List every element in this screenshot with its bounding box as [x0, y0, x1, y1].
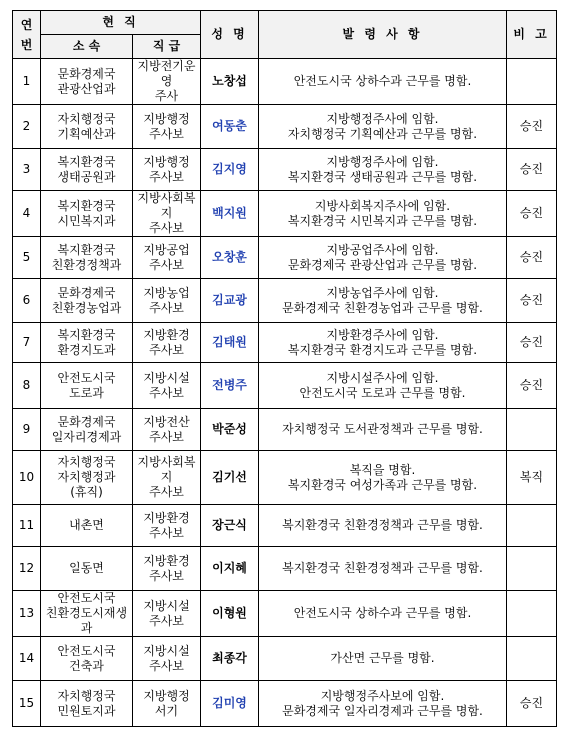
row-order: 안전도시국 상하수과 근무를 명함.	[259, 591, 507, 637]
table-row	[13, 409, 557, 451]
row-remark	[507, 547, 557, 591]
row-department: 자치행정국 민원토지과	[41, 681, 133, 727]
row-grade: 지방행정 서기	[133, 681, 201, 727]
row-grade: 지방환경 주사보	[133, 547, 201, 591]
row-number: 1	[13, 59, 41, 105]
row-number: 3	[13, 149, 41, 191]
serial-header-bottom: 번	[20, 37, 33, 52]
table-row	[13, 591, 557, 637]
row-department: 복지환경국 생태공원과	[41, 149, 133, 191]
row-number: 12	[13, 547, 41, 591]
row-name: 장근식	[201, 505, 259, 547]
row-order: 복지환경국 친환경정책과 근무를 명함.	[259, 505, 507, 547]
row-grade: 지방환경 주사보	[133, 505, 201, 547]
row-number: 11	[13, 505, 41, 547]
table-row	[13, 105, 557, 149]
row-number: 7	[13, 323, 41, 363]
row-department: 복지환경국 환경지도과	[41, 323, 133, 363]
row-remark	[507, 59, 557, 105]
table-row	[13, 637, 557, 681]
row-number: 6	[13, 279, 41, 323]
row-grade: 지방농업 주사보	[133, 279, 201, 323]
row-order: 지방농업주사에 임함. 문화경제국 친환경농업과 근무를 명함.	[259, 279, 507, 323]
row-name: 이형원	[201, 591, 259, 637]
row-number: 10	[13, 451, 41, 505]
row-name: 이지혜	[201, 547, 259, 591]
serial-header	[13, 11, 41, 59]
row-order: 지방행정주사에 임함. 복지환경국 생태공원과 근무를 명함.	[259, 149, 507, 191]
grade-header: 직 급	[133, 35, 201, 59]
row-department: 안전도시국 도로과	[41, 363, 133, 409]
row-order: 지방사회복지주사에 임함. 복지환경국 시민복지과 근무를 명함.	[259, 191, 507, 237]
row-department: 문화경제국 일자리경제과	[41, 409, 133, 451]
row-department: 일동면	[41, 547, 133, 591]
row-remark	[507, 591, 557, 637]
row-number: 8	[13, 363, 41, 409]
row-department: 복지환경국 시민복지과	[41, 191, 133, 237]
row-name: 오창훈	[201, 237, 259, 279]
row-department: 문화경제국 관광산업과	[41, 59, 133, 105]
serial-header-top: 연	[20, 17, 33, 32]
row-remark: 승진	[507, 237, 557, 279]
row-order: 자치행정국 도서관정책과 근무를 명함.	[259, 409, 507, 451]
row-remark: 승진	[507, 149, 557, 191]
table-row	[13, 279, 557, 323]
row-name: 노창섭	[201, 59, 259, 105]
table-row	[13, 505, 557, 547]
row-order: 복직을 명함. 복지환경국 여성가족과 근무를 명함.	[259, 451, 507, 505]
row-name: 김미영	[201, 681, 259, 727]
table-row	[13, 363, 557, 409]
row-name: 백지원	[201, 191, 259, 237]
table-row	[13, 237, 557, 279]
row-grade: 지방전산 주사보	[133, 409, 201, 451]
row-order: 지방환경주사에 임함. 복지환경국 환경지도과 근무를 명함.	[259, 323, 507, 363]
row-grade: 지방전기운영 주사	[133, 59, 201, 105]
row-department: 내촌면	[41, 505, 133, 547]
row-number: 14	[13, 637, 41, 681]
row-remark: 승진	[507, 681, 557, 727]
row-order: 지방행정주사보에 임함. 문화경제국 일자리경제과 근무를 명함.	[259, 681, 507, 727]
table-body	[13, 59, 557, 727]
row-name: 박준성	[201, 409, 259, 451]
table-row	[13, 451, 557, 505]
row-remark: 승진	[507, 323, 557, 363]
row-department: 안전도시국 친환경도시재생과	[41, 591, 133, 637]
row-remark: 승진	[507, 363, 557, 409]
row-number: 15	[13, 681, 41, 727]
row-remark: 승진	[507, 105, 557, 149]
row-order: 가산면 근무를 명함.	[259, 637, 507, 681]
row-order: 복지환경국 친환경정책과 근무를 명함.	[259, 547, 507, 591]
row-grade: 지방시설 주사보	[133, 363, 201, 409]
row-remark: 복직	[507, 451, 557, 505]
row-department: 문화경제국 친환경농업과	[41, 279, 133, 323]
row-name: 김교광	[201, 279, 259, 323]
row-grade: 지방시설 주사보	[133, 591, 201, 637]
row-number: 13	[13, 591, 41, 637]
row-grade: 지방사회복지 주사보	[133, 451, 201, 505]
row-grade: 지방사회복지 주사보	[133, 191, 201, 237]
name-header: 성 명	[201, 11, 259, 59]
row-number: 4	[13, 191, 41, 237]
row-department: 자치행정국 자치행정과 (휴직)	[41, 451, 133, 505]
row-number: 9	[13, 409, 41, 451]
row-number: 2	[13, 105, 41, 149]
row-grade: 지방행정 주사보	[133, 149, 201, 191]
row-number: 5	[13, 237, 41, 279]
row-order: 지방행정주사에 임함. 자치행정국 기획예산과 근무를 명함.	[259, 105, 507, 149]
row-grade: 지방시설 주사보	[133, 637, 201, 681]
row-remark: 승진	[507, 191, 557, 237]
row-grade: 지방행정 주사보	[133, 105, 201, 149]
row-remark	[507, 409, 557, 451]
row-name: 전병주	[201, 363, 259, 409]
row-order: 지방공업주사에 임함. 문화경제국 관광산업과 근무를 명함.	[259, 237, 507, 279]
row-department: 자치행정국 기획예산과	[41, 105, 133, 149]
row-name: 김지영	[201, 149, 259, 191]
row-name: 여동춘	[201, 105, 259, 149]
row-department: 안전도시국 건축과	[41, 637, 133, 681]
table-row	[13, 547, 557, 591]
row-grade: 지방공업 주사보	[133, 237, 201, 279]
row-remark	[507, 505, 557, 547]
order-header: 발 령 사 항	[259, 11, 507, 59]
table-row	[13, 323, 557, 363]
table-row	[13, 191, 557, 237]
row-department: 복지환경국 친환경정책과	[41, 237, 133, 279]
row-remark: 승진	[507, 279, 557, 323]
remarks-header: 비 고	[507, 11, 557, 59]
row-name: 김기선	[201, 451, 259, 505]
row-name: 최종각	[201, 637, 259, 681]
row-name: 김태원	[201, 323, 259, 363]
row-order: 지방시설주사에 임함. 안전도시국 도로과 근무를 명함.	[259, 363, 507, 409]
table-row	[13, 681, 557, 727]
row-remark	[507, 637, 557, 681]
department-header: 소 속	[41, 35, 133, 59]
current-post-header: 현 직	[41, 11, 201, 35]
table-row	[13, 149, 557, 191]
row-grade: 지방환경 주사보	[133, 323, 201, 363]
table-row	[13, 59, 557, 105]
personnel-order-table	[12, 10, 557, 727]
row-order: 안전도시국 상하수과 근무를 명함.	[259, 59, 507, 105]
